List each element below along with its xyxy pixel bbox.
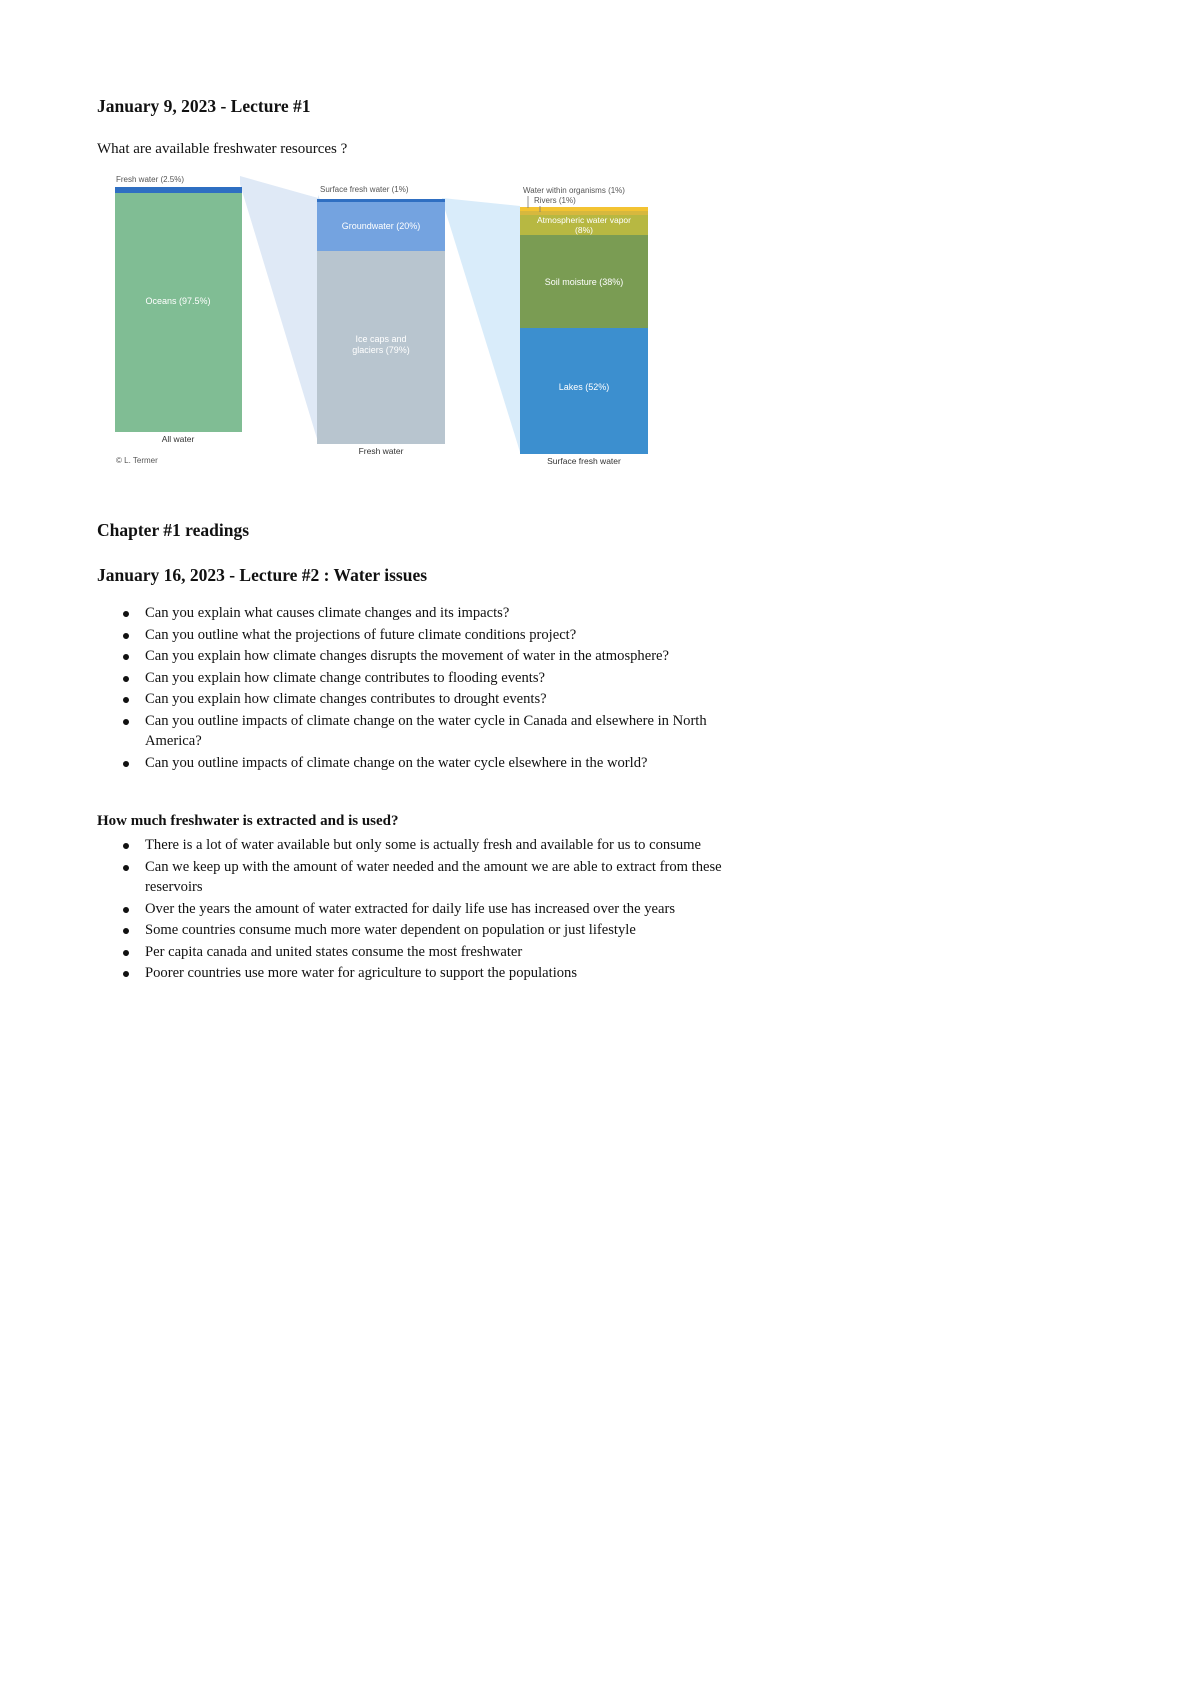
list-item: Over the years the amount of water extracted for daily life use has increased over the years bbox=[145, 899, 765, 920]
connector-fresh-to-surface bbox=[442, 198, 520, 452]
list-item: Can you outline what the projections of future climate conditions project? bbox=[145, 625, 765, 646]
column-fresh-water bbox=[317, 185, 445, 456]
organisms-callout: Water within organisms (1%) bbox=[523, 186, 625, 195]
surface-fresh-water-callout: Surface fresh water (1%) bbox=[320, 185, 409, 194]
lecture2-heading: January 16, 2023 - Lecture #2 : Water issues bbox=[97, 565, 428, 585]
list-item: Can you outline impacts of climate change on the water cycle elsewhere in the world? bbox=[145, 753, 765, 774]
chapter1-heading: Chapter #1 readings bbox=[97, 520, 250, 540]
column-all-water bbox=[115, 175, 242, 444]
segment-surface-fresh-water bbox=[317, 199, 445, 202]
extraction-heading: How much freshwater is extracted and is used? bbox=[97, 813, 399, 829]
segment-ice-caps-label-2: glaciers (79%) bbox=[352, 345, 410, 355]
list-item: Some countries consume much more water dependent on population or just lifestyle bbox=[145, 920, 765, 941]
column-surface-fresh-water bbox=[520, 186, 648, 466]
extraction-point-list bbox=[97, 835, 765, 985]
lecture1-question: What are available freshwater resources ? bbox=[97, 141, 348, 157]
lecture2-question-list bbox=[97, 603, 765, 774]
lecture1-heading: January 9, 2023 - Lecture #1 bbox=[97, 96, 311, 116]
list-item: Can you explain how climate changes contributes to drought events? bbox=[145, 689, 765, 710]
water-distribution-svg bbox=[110, 170, 655, 470]
list-item: Can you outline impacts of climate change on the water cycle in Canada and elsewhere in North America? bbox=[145, 711, 765, 752]
list-item: Can you explain how climate changes disrupts the movement of water in the atmosphere? bbox=[145, 646, 765, 667]
figure-credit: © L. Termer bbox=[116, 456, 158, 465]
segment-oceans bbox=[115, 193, 242, 432]
segment-atmospheric-label-2: (8%) bbox=[575, 225, 593, 235]
segment-atmospheric-label-1: Atmospheric water vapor bbox=[536, 215, 632, 225]
column-fresh-water-label: Fresh water bbox=[358, 446, 404, 456]
segment-fresh-water bbox=[115, 187, 242, 193]
list-item: Can you explain how climate change contributes to flooding events? bbox=[145, 668, 765, 689]
list-item: Poorer countries use more water for agriculture to support the populations bbox=[145, 963, 765, 984]
list-item: Can we keep up with the amount of water needed and the amount we are able to extract from these reservoirs bbox=[145, 857, 765, 898]
segment-lakes-label: Lakes (52%) bbox=[558, 382, 610, 392]
column-all-water-label: All water bbox=[161, 434, 195, 444]
fresh-water-callout: Fresh water (2.5%) bbox=[116, 175, 185, 184]
segment-groundwater-label: Groundwater (20%) bbox=[341, 221, 421, 231]
list-item: Can you explain what causes climate changes and its impacts? bbox=[145, 603, 765, 624]
list-item: There is a lot of water available but only some is actually fresh and available for us to consume bbox=[145, 835, 765, 856]
column-surface-fresh-water-label: Surface fresh water bbox=[547, 456, 621, 466]
segment-soil-moisture-label: Soil moisture (38%) bbox=[544, 277, 624, 287]
segment-organisms bbox=[520, 207, 648, 211]
connector-all-to-fresh-band bbox=[240, 176, 318, 442]
segment-ice-caps-label-1: Ice caps and bbox=[355, 334, 407, 344]
water-distribution-figure bbox=[110, 170, 655, 470]
list-item: Per capita canada and united states consume the most freshwater bbox=[145, 942, 765, 963]
rivers-callout: Rivers (1%) bbox=[534, 196, 576, 205]
segment-oceans-label: Oceans (97.5%) bbox=[145, 296, 211, 306]
